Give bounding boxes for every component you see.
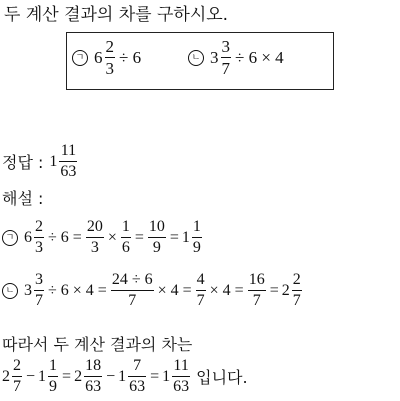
- numerator: 4: [196, 271, 205, 288]
- operator: =: [134, 228, 144, 246]
- answer-fraction: [59, 143, 77, 180]
- fraction: [172, 358, 190, 395]
- fraction-bar: [111, 290, 154, 291]
- fraction: [292, 272, 302, 309]
- denominator: 9: [192, 239, 201, 257]
- numerator: 2: [13, 357, 21, 374]
- operator: =: [269, 281, 279, 299]
- operator: ÷ 6 × 4: [235, 47, 284, 67]
- operator: ×: [107, 228, 117, 246]
- denominator: 7: [35, 292, 43, 310]
- denominator: 7: [196, 292, 205, 310]
- denominator: 7: [221, 59, 230, 79]
- answer-whole: 1: [49, 152, 58, 170]
- operator: −: [106, 367, 116, 385]
- numerator: 11: [173, 357, 189, 374]
- mixed-whole: 2: [281, 281, 290, 299]
- denominator: 3: [90, 239, 99, 257]
- numerator: 11: [60, 142, 77, 159]
- fraction-bar: [86, 237, 104, 238]
- circled-symbol-b: ㄴ: [188, 50, 204, 66]
- fraction-bar: [34, 237, 44, 238]
- final-computation: [2, 358, 248, 395]
- numerator: 2: [105, 37, 114, 56]
- numerator: 7: [133, 357, 142, 374]
- operator: −: [26, 367, 36, 385]
- denominator: 6: [121, 239, 130, 257]
- mixed-whole: 1: [38, 367, 47, 385]
- mixed-whole: 2: [74, 367, 83, 385]
- fraction-bar: [48, 376, 58, 377]
- denominator: 9: [152, 239, 161, 257]
- fraction: [34, 272, 44, 309]
- fraction-bar: [121, 237, 131, 238]
- question-text: 두 계산 결과의 차를 구하시오.: [4, 5, 229, 25]
- numerator: 24 ÷ 6: [111, 271, 153, 288]
- operator: ÷ 6 =: [48, 228, 82, 246]
- fraction-bar: [105, 57, 116, 58]
- final-suffix: 입니다.: [196, 368, 248, 388]
- mixed-whole: 1: [181, 228, 190, 246]
- fraction: [105, 38, 116, 77]
- numerator: 10: [148, 218, 165, 235]
- fraction-bar: [292, 290, 302, 291]
- answer-line: [2, 143, 78, 180]
- fraction: [148, 219, 166, 256]
- fraction-bar: [248, 290, 266, 291]
- fraction: [128, 358, 146, 395]
- solution-line-b: [2, 272, 303, 309]
- denominator: 3: [105, 59, 114, 79]
- fraction: [34, 219, 44, 256]
- fraction-bar: [172, 376, 190, 377]
- fraction: [192, 219, 202, 256]
- numerator: 1: [121, 218, 130, 235]
- fraction: [121, 219, 131, 256]
- solution-line-a: [2, 219, 203, 256]
- fraction-bar: [192, 237, 202, 238]
- denominator: 63: [129, 378, 146, 396]
- fraction: [196, 272, 206, 309]
- fraction: [84, 358, 102, 395]
- numerator: 3: [35, 271, 43, 288]
- circled-symbol-a: ㄱ: [2, 230, 18, 246]
- problem-a: [72, 38, 144, 77]
- fraction: [248, 272, 266, 309]
- denominator: 7: [13, 378, 21, 396]
- fraction-bar: [148, 237, 166, 238]
- numerator: 18: [85, 357, 102, 374]
- denominator: 63: [85, 378, 102, 396]
- mixed-whole: 1: [118, 367, 127, 385]
- problem-b: [188, 38, 287, 77]
- operator: =: [150, 367, 160, 385]
- fraction-bar: [221, 57, 232, 58]
- fraction: [221, 38, 232, 77]
- numerator: 20: [86, 218, 103, 235]
- operator: × 4 =: [157, 281, 192, 299]
- fraction: [48, 358, 58, 395]
- numerator: 16: [248, 271, 265, 288]
- fraction-bar: [34, 290, 44, 291]
- denominator: 9: [49, 378, 58, 396]
- denominator: 7: [292, 292, 301, 310]
- mixed-whole: 6: [94, 47, 103, 67]
- numerator: 2: [292, 271, 301, 288]
- numerator: 3: [221, 37, 230, 56]
- fraction: [86, 219, 104, 256]
- mixed-whole: 6: [24, 228, 32, 246]
- mixed-whole: 3: [24, 281, 32, 299]
- conclusion-text: 따라서 두 계산 결과의 차는: [2, 335, 193, 354]
- answer-label: 정답 :: [2, 153, 44, 173]
- operator: =: [62, 367, 72, 385]
- numerator: 2: [35, 218, 43, 235]
- numerator: 1: [192, 218, 201, 235]
- operator: ÷ 6: [119, 47, 142, 67]
- fraction-bar: [196, 290, 206, 291]
- denominator: 7: [128, 292, 137, 310]
- denominator: 3: [35, 239, 43, 257]
- mixed-whole: 2: [2, 367, 10, 385]
- fraction: [12, 358, 22, 395]
- circled-symbol-a: ㄱ: [72, 50, 88, 66]
- fraction-bar: [128, 376, 146, 377]
- denominator: 7: [252, 292, 261, 310]
- operator: × 4 =: [209, 281, 244, 299]
- mixed-whole: 1: [162, 367, 171, 385]
- fraction-bar: [59, 161, 77, 162]
- fraction-bar: [84, 376, 102, 377]
- denominator: 63: [173, 378, 190, 396]
- fraction: [111, 272, 154, 309]
- numerator: 1: [49, 357, 58, 374]
- circled-symbol-b: ㄴ: [2, 283, 18, 299]
- denominator: 63: [60, 163, 77, 181]
- fraction-bar: [12, 376, 22, 377]
- mixed-whole: 3: [210, 47, 219, 67]
- operator: ÷ 6 × 4 =: [48, 281, 107, 299]
- operator: =: [169, 228, 179, 246]
- explanation-label: 해설 :: [2, 189, 44, 208]
